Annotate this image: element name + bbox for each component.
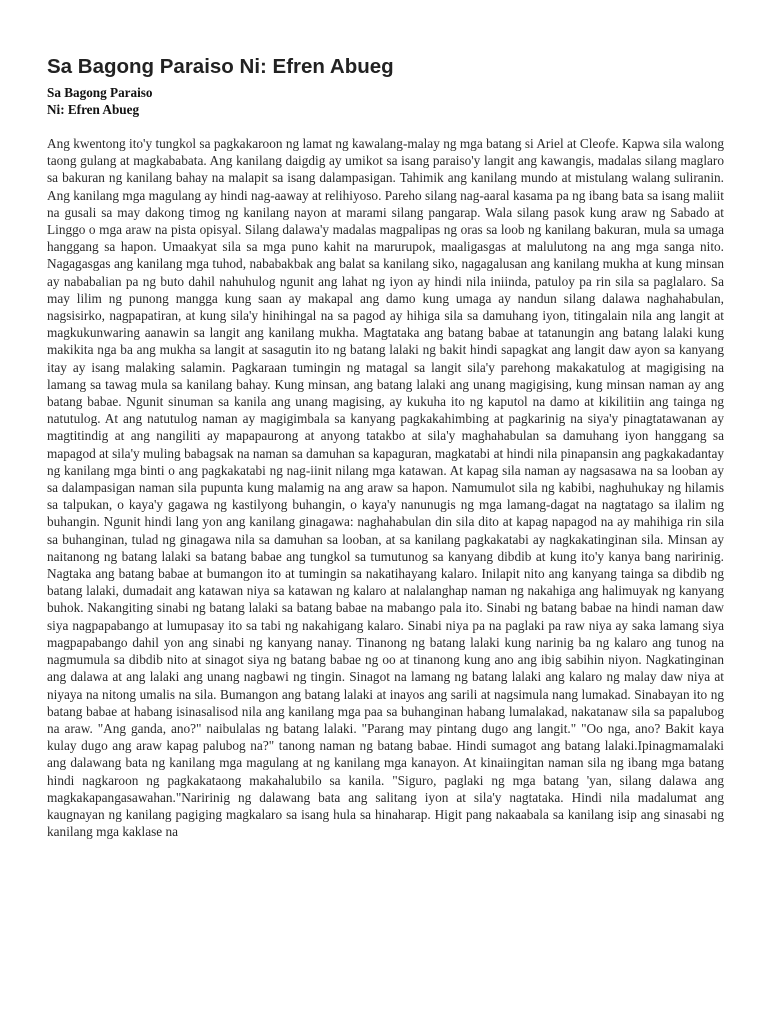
document-page (47, 54, 724, 840)
story-subtitle: Sa Bagong Paraiso (47, 85, 153, 100)
author-line: Ni: Efren Abueg (47, 102, 140, 117)
document-title: Sa Bagong Paraiso Ni: Efren Abueg (47, 55, 394, 78)
story-body-paragraph: Ang kwentong ito'y tungkol sa pagkakaroon ng lamat ng kawalang-malay ng mga batang si Ariel at Cleofe. Kapwa sila walong taong gulang at magkababata. Ang kanilang daigdig ay umikot sa isang paraiso'y langit ang kawangis, madalas silang maglaro sa bakuran ng kanilang bahay na malapit sa isang dalampasigan. Tahimik ang kanilang mundo at mistulang walang suliranin. Ang kanilang mga magulang ay hindi nag-aaway at relihiyoso. Pareho silang nag-aaral kasama pa ng ibang bata sa isang maliit na gusali sa may dakong timog ng kanilang nayon at marami silang pangarap. Wala silang pasok kung araw ng Sabado at Linggo o mga araw na pista opisyal. Silang dalawa'y madalas magpalipas ng oras sa loob ng kanilang bakuran, mula sa umaga hanggang sa hapon. Umaakyat sila sa mga puno kahit na marurupok, maaligasgas at malulutong na ang mga sanga nito. Nagagasgas ang kanilang mga tuhod, nababakbak ang balat sa kanilang siko, nagagalusan ang kanilang mukha at kung minsan ay nababalian pa ng buto dahil nahuhulog ngunit ang lahat ng iyon ay hindi nila iniinda, patuloy pa rin sila sa paglalaro. Sa may lilim ng punong mangga kung saan ay makapal ang damo kung umaga ay nandun silang dalawa naghahabulan, nagsisirko, nagpapatiran, at kung sila'y hinihingal na sa pagod ay hihiga sila sa damuhang iyon, titingalain nila ang langit at magkukunwaring aanawin sa langit ang kanilang mukha. Magtataka ang batang babae at tatanungin ang batang lalaki kung makikita nga ba ang mukha sa langit at sasagutin ito ng batang lalaki ng bakit hindi sapagkat ang langit daw ayon sa kanyang itay ay isang malaking salamin. Pagkaraan tumingin ng matagal sa langit sila'y parehong makakatulog at magigising na lamang sa tawag mula sa kanilang bahay. Kung minsan, ang batang lalaki ang unang magigising, kung minsan naman ay ang batang babae. Ngunit sinuman sa kanila ang unang magising, ay kukuha ito ng kaputol na damo at kikilitiin ang tainga ng natutulog. At ang natutulog naman ay magigimbala sa kanyang pagkakahimbing at pagkarinig na siya'y pinagtatawanan ay magtitindig at ang nangiliti ay mapapaurong at anyong tatakbo at sila'y maghahabulan sa damuhang iyon hanggang sa mapagod at sila'y muling babagsak na naman sa damuhan sa kapaguran, magkatabi at hindi nila pinapansin ang pagkakadantay ng kanilang mga binti o ang pagkakatabi ng nag-iinit nilang mga katawan. At kapag sila naman ay nagsasawa na sa looban ay sa dalampasigan naman sila pupunta kung malamig na ang araw sa hapon. Namumulot sila ng kabibi, naghuhukay ng hilamis sa talpukan, o kaya'y gagawa ng kastilyong buhangin, o kaya'y nanunugis ng mga lamang-dagat na nagtatago sa ilalim ng buhangin. Ngunit hindi lang yon ang kanilang ginagawa: naghahabulan din sila dito at kapag napagod na ay mahihiga rin sila sa buhanginan, tulad ng ginagawa nila sa damuhan sa looban, at sa kanilang pagkakatabi ay nagkakatinginan sila. Minsan ay naitanong ng batang lalaki sa batang babae ang tungkol sa tumutunog sa kanyang dibdib at kung ito'y kanya bang naririnig. Nagtaka ang batang babae at bumangon ito at tumingin sa nakatihayang kalaro. Inilapit nito ang kanyang tainga sa dibdib ng batang lalaki, dumadait ang katawan niya sa katawan ng kalaro at nalalanghap naman ng nakahiga ang halimuyak ng kanyang buhok. Nakangiting sinabi ng batang lalaki sa batang babae na mabango pala ito. Sinabi ng batang babae na hindi naman daw siya nagpapabango at lumupasay ito sa tabi ng nakahigang kalaro. Sinabi niya pa na paglaki pa raw niya ay saka lamang siya magpapabango dahil yon ang sinabi ng kanyang nanay. Tinanong ng batang lalaki kung narinig ba ng kalaro ang tunog na nagmumula sa dibdib nito at sinagot siya ng batang babae ng oo at tinanong kung ano ang ibig sabihin niyon. Nagkatinginan ang dalawa at ang lalaki ang unang nagbawi ng tingin. Sinagot na lamang ng batang lalaki ang kalaro ng malay daw niya at niyaya na nitong umalis na sila. Bumangon ang batang lalaki at inayos ang sarili at nagsimula nang lumakad. Sinabayan ito ng batang babae at habang isinasalisod nila ang kanilang mga paa sa buhanginan habang lumalakad, nakatanaw sila sa papalubog na araw. "Ang ganda, ano?" naibulalas ng batang lalaki. "Parang may pintang dugo ang langit." "Oo nga, ano? Bakit kaya kulay dugo ang araw kapag palubog na?" tanong naman ng batang babae. Hindi sumagot ang batang lalaki.Ipinagmamalaki ang dalawang bata ng kanilang mga magulang at ng kanilang mga kanayon. At kinaiingitan naman sila ng ibang mga batang hindi nagkaroon ng pagkakataong makahalubilo sa kanila. "Siguro, paglaki ng mga batang 'yan, silang dalawa ang magkakapangasawahan."Naririnig ng dalawang bata ang salitang iyon at sila'y nagtataka. Hindi nila madalumat ang kaugnayan ng kanilang pagiging magkalaro sa isang hula sa hinaharap. Higit pang nakaabala sa kanilang isip ang sinasabi ng kanilang mga kaklase na (47, 136, 724, 840)
